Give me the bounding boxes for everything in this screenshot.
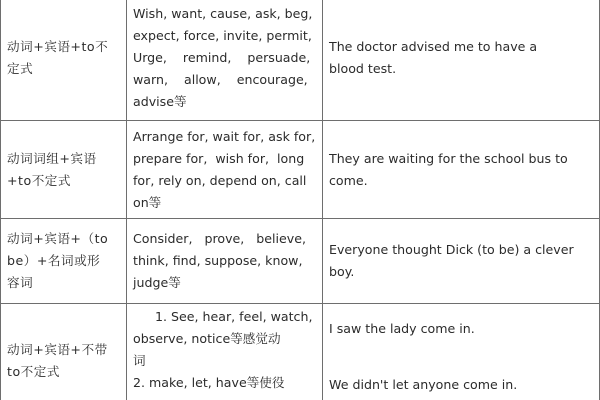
verbs-text: 1. See, hear, feel, watch, xyxy=(155,309,313,324)
verbs-text: 2. make, let, have等使役 xyxy=(133,375,285,390)
verbs-text: Consider, prove, believe, xyxy=(133,231,306,246)
pattern-cell xyxy=(1,219,127,304)
verbs-cell xyxy=(127,0,323,121)
verbs-text: Wish, want, cause, ask, beg, xyxy=(133,5,313,21)
verbs-text: Arrange for, wait for, ask for, xyxy=(133,128,316,144)
pattern-text: 动词词组+宾语 xyxy=(7,150,97,166)
pattern-cell xyxy=(1,0,127,121)
example-text: boy. xyxy=(329,264,355,279)
verbs-cell xyxy=(127,121,323,219)
pattern-text: 定式 xyxy=(7,60,34,76)
pattern-text: 动词+宾语+不带 xyxy=(7,342,108,357)
pattern-text: 容词 xyxy=(7,275,34,290)
verbs-text: think, find, suppose, know, xyxy=(133,253,303,268)
example-cell xyxy=(323,304,600,400)
table-row xyxy=(1,219,600,304)
table-row xyxy=(1,0,600,121)
verbs-text: on等 xyxy=(133,194,162,210)
example-text: blood test. xyxy=(329,60,397,76)
table-row xyxy=(1,121,600,219)
pattern-text: +to不定式 xyxy=(7,172,71,188)
example-text: The doctor advised me to have a xyxy=(329,38,538,54)
table-row xyxy=(1,304,600,400)
pattern-cell xyxy=(1,304,127,400)
verbs-text: for, rely on, depend on, call xyxy=(133,172,307,188)
verbs-cell xyxy=(127,219,323,304)
verbs-text: observe, notice等感觉动 xyxy=(133,331,281,346)
pattern-cell xyxy=(1,121,127,219)
example-cell xyxy=(323,0,600,121)
example-text: come. xyxy=(329,172,368,188)
verbs-text: 词 xyxy=(133,353,146,368)
verbs-text: judge等 xyxy=(133,275,181,290)
pattern-text: to不定式 xyxy=(7,364,60,379)
example-text: I saw the lady come in. xyxy=(329,321,475,336)
example-text: They are waiting for the school bus to xyxy=(329,150,568,166)
verbs-text: prepare for, wish for, long xyxy=(133,150,305,166)
example-cell xyxy=(323,219,600,304)
verbs-cell xyxy=(127,304,323,400)
verbs-text: expect, force, invite, permit, xyxy=(133,27,312,43)
pattern-text: 动词+宾语+（to xyxy=(7,231,109,246)
pattern-text: be）+名词或形 xyxy=(7,253,101,268)
pattern-text: 动词+宾语+to不 xyxy=(7,38,109,54)
example-cell xyxy=(323,121,600,219)
example-text: We didn't let anyone come in. xyxy=(329,377,518,392)
verbs-text: warn, allow, encourage, xyxy=(133,71,308,87)
example-text: Everyone thought Dick (to be) a clever xyxy=(329,242,574,257)
verbs-text: Urge, remind, persuade, xyxy=(133,49,311,65)
verbs-text: advise等 xyxy=(133,93,187,109)
